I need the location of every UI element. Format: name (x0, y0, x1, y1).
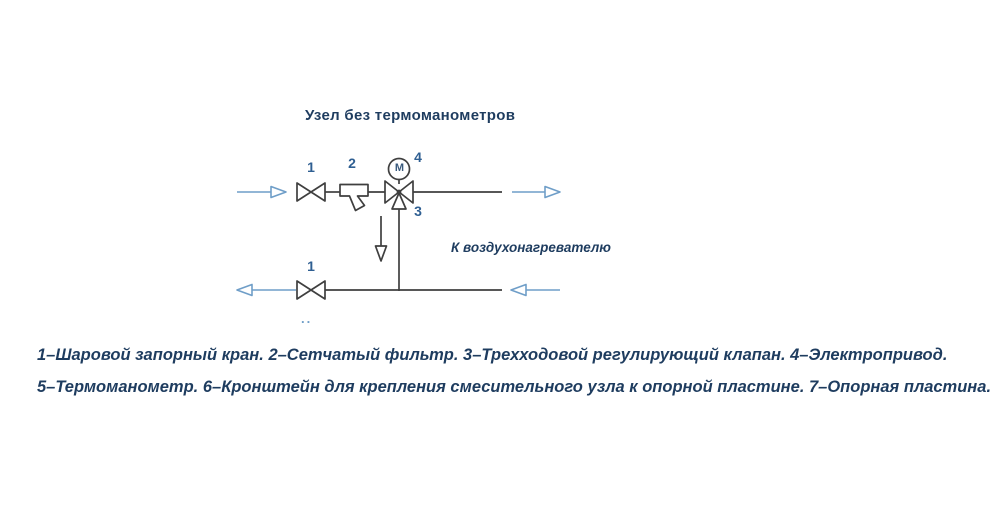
dots-mark: .. (301, 311, 313, 326)
legend-line-1: 1–Шаровой запорный кран. 2–Сетчатый фильтр. 3–Трехходовой регулирующий клапан. 4–Электропривод. (37, 346, 948, 364)
label-actuator: 4 (414, 149, 422, 165)
label-ball-valve-top: 1 (307, 159, 315, 175)
label-strainer: 2 (348, 155, 356, 171)
legend-line-2: 5–Термоманометр. 6–Кронштейн для крепления смесительного узла к опорной пластине. 7–Опорная пластина. (37, 378, 992, 396)
ball-valve-top-icon (297, 183, 325, 201)
label-ball-valve-bottom: 1 (307, 258, 315, 274)
three-way-valve-icon (385, 181, 413, 209)
flow-arrow-right-top-inlet-icon (237, 187, 286, 198)
strainer-filter-icon (340, 185, 368, 211)
diagram-title: Узел без термоманометров (305, 107, 516, 124)
flow-arrow-left-bottom-right-icon (511, 285, 560, 296)
flow-arrow-left-bottom-left-icon (237, 285, 296, 296)
to-air-heater-annotation: К воздухонагревателю (451, 240, 611, 255)
actuator-motor-letter: M (394, 162, 405, 174)
equipment-symbols (297, 159, 413, 300)
flow-direction-down-arrow-icon (376, 216, 387, 261)
flow-arrow-right-top-outlet-icon (512, 187, 560, 198)
label-three-way-valve: 3 (414, 203, 422, 219)
ball-valve-bottom-icon (297, 281, 325, 299)
